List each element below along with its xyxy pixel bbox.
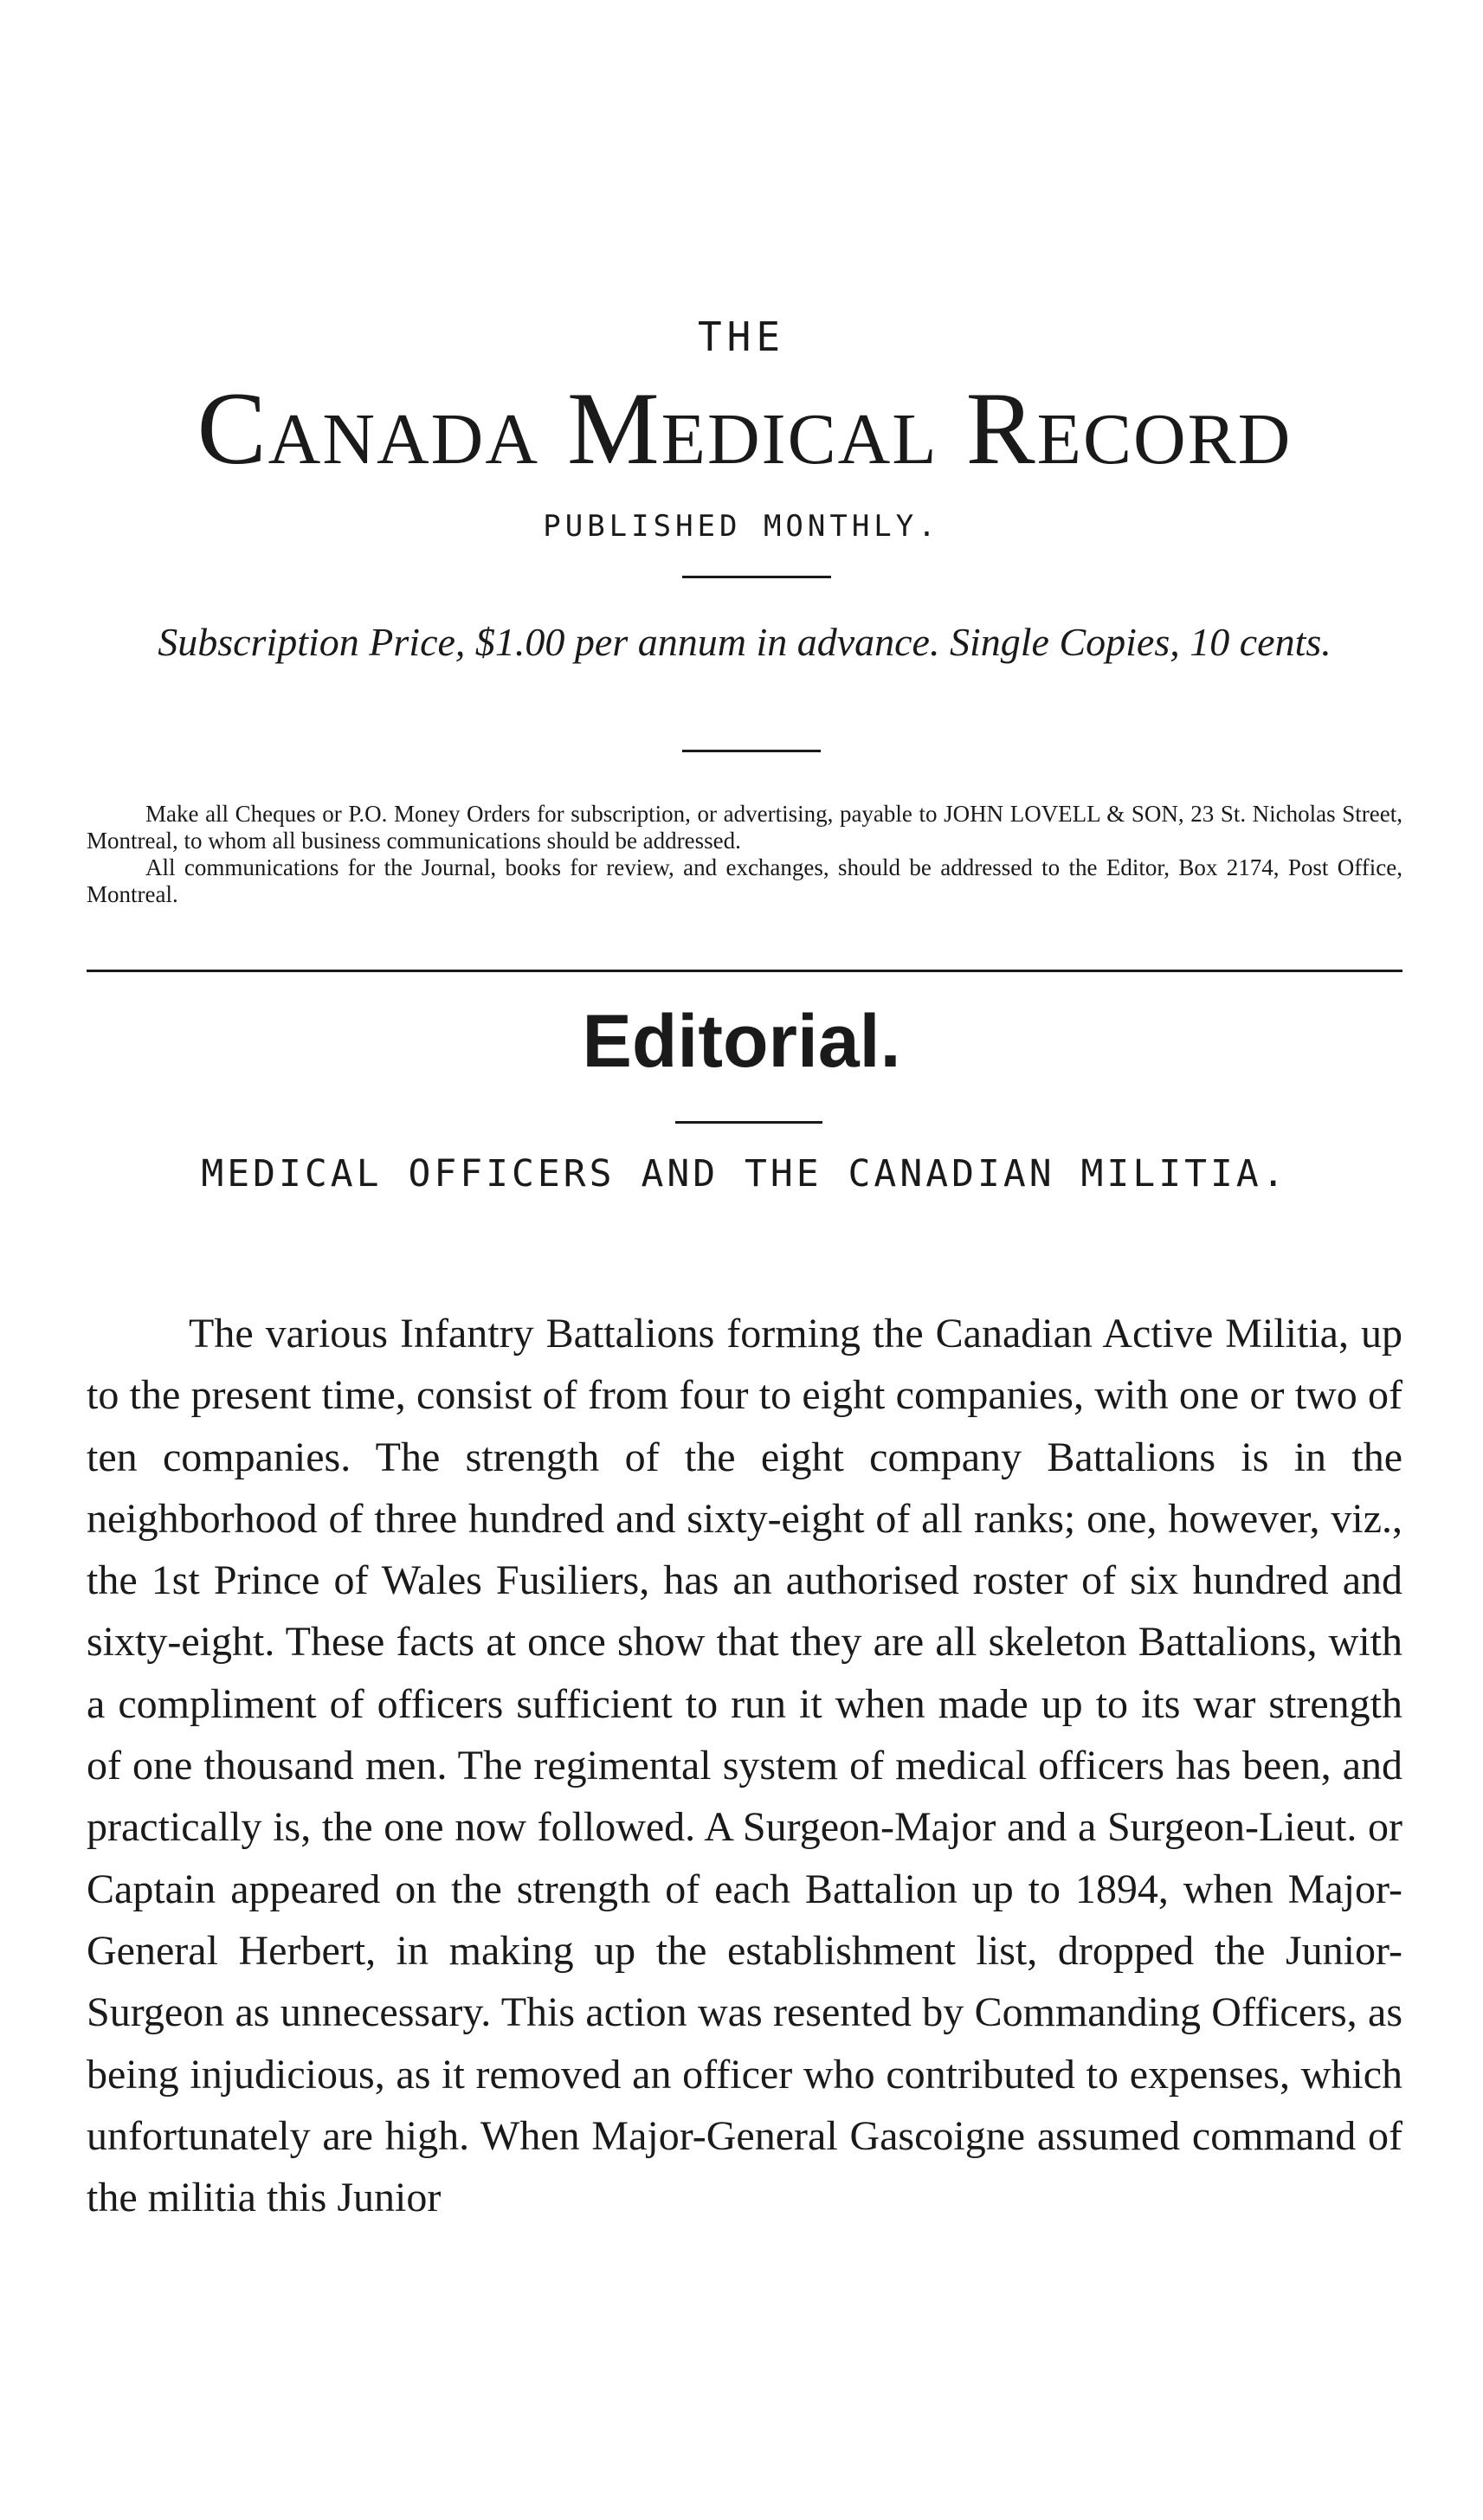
section-heading: Editorial.	[582, 1000, 901, 1083]
masthead-the-label: THE	[697, 313, 786, 360]
payment-notice: Make all Cheques or P.O. Money Orders for subscription, or advertising, payable to JOHN LOVELL & SON, 23 St. Nicholas Street, Montreal, to whom all business communications should be addressed.	[87, 801, 1402, 854]
communications-notice: All communications for the Journal, books for review, and exchanges, should be addressed to the Editor, Box 2174, Post Office, Montreal.	[87, 854, 1402, 907]
journal-title: Canada Medical Record	[197, 371, 1293, 486]
publication-frequency: PUBLISHED MONTHLY.	[543, 509, 940, 544]
subscription-price: Subscription Price, $1.00 per annum in advance. Single Copies, 10 cents.	[158, 620, 1331, 664]
divider-rule	[682, 576, 831, 578]
section-divider	[87, 970, 1402, 972]
article-body: The various Infantry Battalions forming the Canadian Active Militia, up to the present time, consist of from four to eight companies, with one or two of ten companies. The strength of the eight company Battalions is in the neighborhood of three hundred and sixty-eight of all ranks; one, however, viz., the 1st Prince of Wales Fusiliers, has an authorised roster of six hundred and sixty-eight. These facts at once show that they are all skeleton Battalions, with a compliment of officers sufficient to run it when made up to its war strength of one thousand men. The regimental system of medical officers has been, and practically is, the one now followed. A Surgeon-Major and a Surgeon-Lieut. or Captain appeared on the strength of each Battalion up to 1894, when Major-General Herbert, in making up the establishment list, dropped the Junior-Surgeon as unnecessary. This action was resented by Commanding Officers, as being injudicious, as it removed an officer who contributed to expenses, which unfortunately are high. When Major-General Gascoigne assumed command of the militia this Junior	[87, 1311, 1402, 2221]
article-title: MEDICAL OFFICERS AND THE CANADIAN MILITIA.	[201, 1152, 1288, 1196]
publisher-notices	[87, 801, 1402, 908]
divider-rule	[682, 750, 821, 752]
divider-rule	[675, 1121, 822, 1124]
